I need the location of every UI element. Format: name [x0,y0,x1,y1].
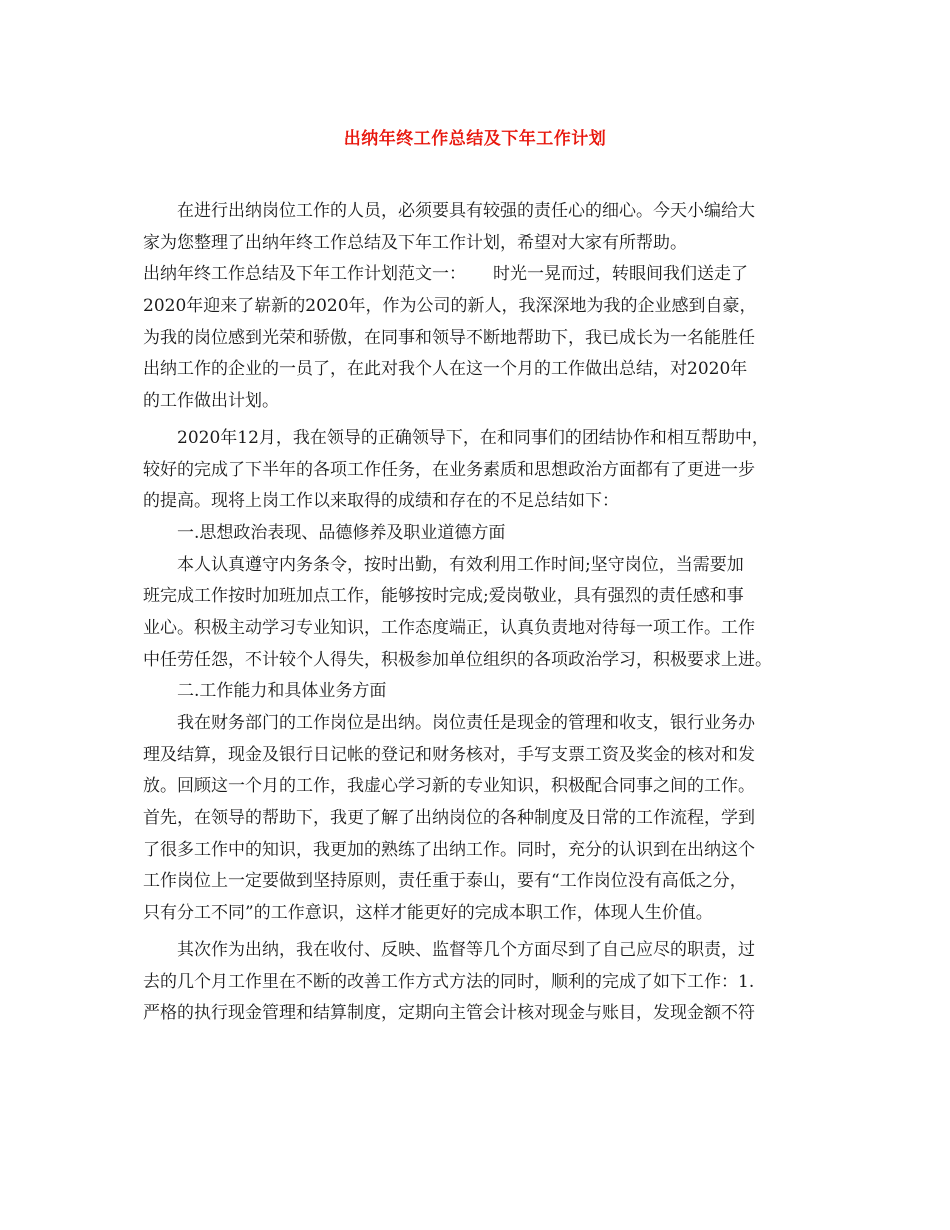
paragraph-line: 出纳工作的企业的一员了，在此对我个人在这一个月的工作做出总结，对2020年 [143,359,748,380]
paragraph-line [143,259,823,291]
paragraph-line: 了很多工作中的知识，我更加的熟练了出纳工作。同时，充分的认识到在出纳这个 [143,839,755,860]
section-heading-1: 一.思想政治表现、品德修养及职业道德方面 [177,522,506,543]
paragraph-line: 的提高。现将上岗工作以来取得的成绩和存在的不足总结如下： [143,491,619,512]
sample-heading: 出纳年终工作总结及下年工作计划范文一： [143,264,466,285]
paragraph-line: 首先，在领导的帮助下，我更了解了出纳岗位的各种制度及日常的工作流程，学到 [143,808,755,829]
paragraph-line: 在进行出纳岗位工作的人员，必须要具有较强的责任心的细心。今天小编给大 [177,201,755,221]
paragraph-line: 中任劳任怨，不计较个人得失，积极参加单位组织的各项政治学习，积极要求上进。 [143,649,772,670]
paragraph-line: 只有分工不同”的工作意识，这样才能更好的完成本职工作，体现人生价值。 [143,903,713,924]
paragraph-line: 的工作做出计划。 [143,391,279,412]
paragraph-text: 时光一晃而过，转眼间我们送走了 [493,264,748,285]
paragraph-line: 业心。积极主动学习专业知识，工作态度端正，认真负责地对待每一项工作。工作 [143,617,755,638]
paragraph-line: 2020年迎来了崭新的2020年，作为公司的新人，我深深地为我的企业感到自豪， [143,296,757,317]
paragraph-line: 其次作为出纳，我在收付、反映、监督等几个方面尽到了自己应尽的职责，过 [177,939,755,960]
paragraph-line: 我在财务部门的工作岗位是出纳。岗位责任是现金的管理和收支，银行业务办 [177,713,755,733]
paragraph-line: 工作岗位上一定要做到坚持原则，责任重于泰山，要有“工作岗位没有高低之分， [143,871,747,892]
paragraph-line: 理及结算，现金及银行日记帐的登记和财务核对，手写支票工资及奖金的核对和发 [143,744,755,765]
paragraph-line: 较好的完成了下半年的各项工作任务，在业务素质和思想政治方面都有了更进一步 [143,459,755,480]
paragraph-line: 为我的岗位感到光荣和骄傲，在同事和领导不断地帮助下，我已成长为一名能胜任 [143,327,755,348]
paragraph-line: 严格的执行现金管理和结算制度，定期向主管会计核对现金与账目，发现金额不符 [143,1003,755,1024]
paragraph-line: 放。回顾这一个月的工作，我虚心学习新的专业知识，积极配合同事之间的工作。 [143,776,755,797]
paragraph-line: 班完成工作按时加班加点工作，能够按时完成;爱岗敬业，具有强烈的责任感和事 [143,586,744,607]
document-body [143,196,823,1030]
document-title: 出纳年终工作总结及下年工作计划 [343,129,607,149]
paragraph-line: 本人认真遵守内务条令，按时出勤，有效利用工作时间;坚守岗位，当需要加 [177,554,744,575]
paragraph-line: 去的几个月工作里在不断的改善工作方式方法的同时，顺利的完成了如下工作：1. [143,971,755,992]
section-heading-2: 二.工作能力和具体业务方面 [177,681,387,702]
paragraph-line: 2020年12月，我在领导的正确领导下，在和同事们的团结协作和相互帮助中， [177,427,769,448]
paragraph-line: 家为您整理了出纳年终工作总结及下年工作计划，希望对大家有所帮助。 [143,232,687,253]
